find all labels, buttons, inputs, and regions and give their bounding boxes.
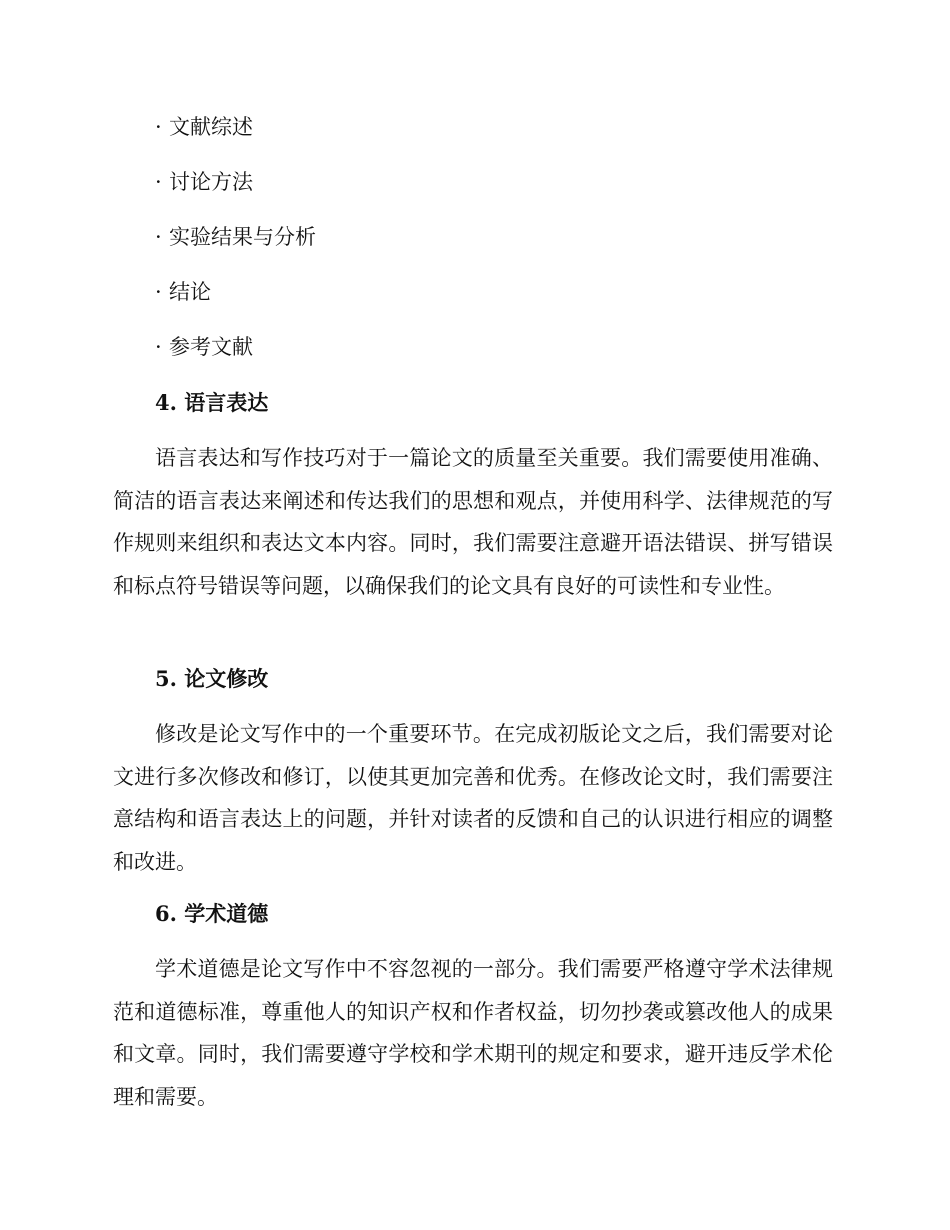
list-item <box>155 108 316 146</box>
list-item-text: 文献综述 <box>169 115 253 139</box>
section-paragraph: 修改是论文写作中的一个重要环节。在完成初版论文之后，我们需要对论文进行多次修改和修订，以使其更加完善和优秀。在修改论文时，我们需要注意结构和语言表达上的问题，并针对读者的反馈和自己的认识进行相应的调整和改进。 <box>113 722 833 874</box>
section-paragraph: 学术道德是论文写作中不容忽视的一部分。我们需要严格遵守学术法律规范和道德标准，尊重他人的知识产权和作者权益，切勿抄袭或篡改他人的成果和文章。同时，我们需要遵守学校和学术期刊的规定和要求，避开违反学术伦理和需要。 <box>113 957 833 1109</box>
section-heading: 4. 语言表达 <box>155 390 269 415</box>
list-item <box>155 218 316 256</box>
list-item-text: 讨论方法 <box>169 170 253 194</box>
section-paragraph: 语言表达和写作技巧对于一篇论文的质量至关重要。我们需要使用准确、简洁的语言表达来阐述和传达我们的思想和观点，并使用科学、法律规范的写作规则来组织和表达文本内容。同时，我们需要注意避开语法错误、拼写错误和标点符号错误等问题，以确保我们的论文具有良好的可读性和专业性。 <box>113 446 833 598</box>
section-heading: 5. 论文修改 <box>155 666 269 691</box>
section-language-expression <box>113 384 833 607</box>
list-item-text: 结论 <box>169 280 211 304</box>
bullet-list <box>155 108 316 383</box>
section-heading: 6. 学术道德 <box>155 901 269 926</box>
section-paper-revision <box>113 660 833 883</box>
bullet-marker: · <box>155 280 162 304</box>
list-item <box>155 273 316 311</box>
section-academic-ethics <box>113 895 833 1118</box>
bullet-marker: · <box>155 335 162 359</box>
list-item <box>155 163 316 201</box>
list-item <box>155 328 316 366</box>
bullet-marker: · <box>155 225 162 249</box>
bullet-marker: · <box>155 115 162 139</box>
list-item-text: 实验结果与分析 <box>169 225 316 249</box>
bullet-marker: · <box>155 170 162 194</box>
list-item-text: 参考文献 <box>169 335 253 359</box>
